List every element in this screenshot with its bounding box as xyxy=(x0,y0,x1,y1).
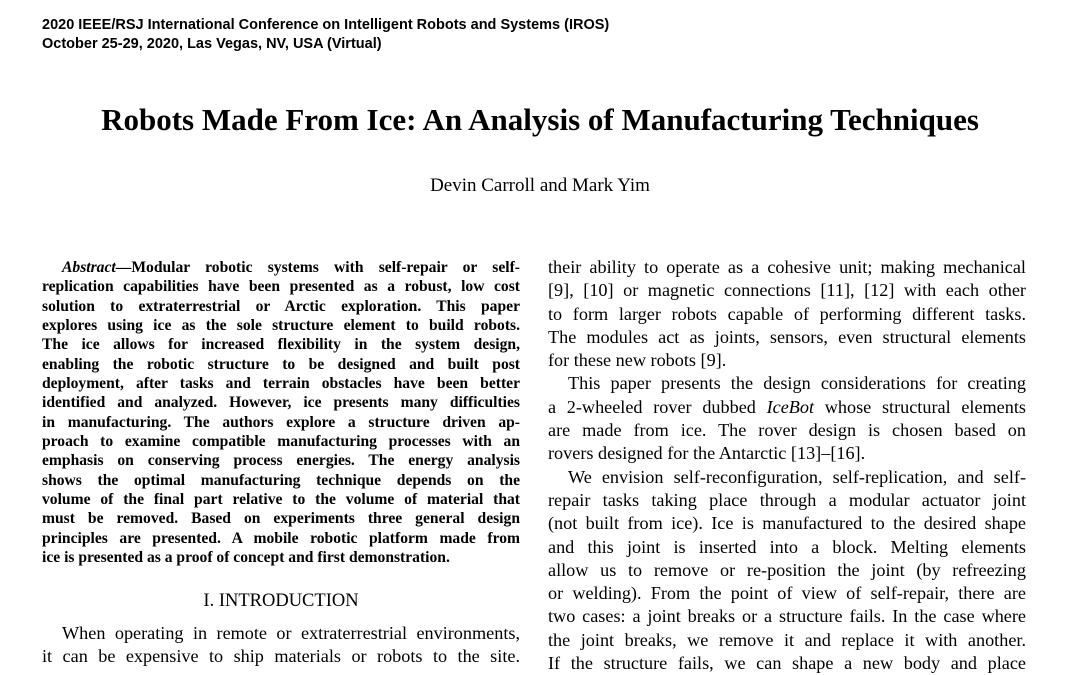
paragraph-line: The modules act as joints, sensors, even structural elements xyxy=(548,326,1026,347)
abstract-line: in manufacturing. The authors explore a structure driven ap- xyxy=(42,413,520,431)
abstract-line: solution to extraterrestrial or Arctic exploration. This paper xyxy=(42,297,520,315)
paragraph-line: repair tasks taking place through a modular actuator joint xyxy=(548,489,1026,510)
paragraph-line: rovers designed for the Antarctic [13]–[16]. xyxy=(548,443,866,464)
paragraph-line: If the structure fails, we can shape a new body and place xyxy=(548,653,1026,674)
abstract xyxy=(42,258,520,568)
conference-name: 2020 IEEE/RSJ International Conference on Intelligent Robots and Systems (IROS) xyxy=(42,17,610,33)
abstract-line: proach to examine compatible manufacturing processes with an xyxy=(42,433,520,451)
paragraph-line: two cases: a joint breaks or a structure fails. In the case where xyxy=(548,606,1026,627)
abstract-line: enabling the robotic structure to be designed and built post xyxy=(42,355,520,373)
paragraph-line: it can be expensive to ship materials or robots to the site. xyxy=(42,645,520,666)
paragraph-line: their ability to operate as a cohesive unit; making mechanical xyxy=(548,257,1026,277)
abstract-line: explores using ice as the sole structure element to build robots. xyxy=(42,317,520,335)
paragraph-line: to form larger robots capable of performing different tasks. xyxy=(548,303,1026,324)
abstract-line: volume of the final part relative to the volume of material that xyxy=(42,491,520,509)
abstract-line: must be removed. Based on experiments three general design xyxy=(42,510,520,528)
abstract-line: shows the optimal manufacturing technique depends on the xyxy=(42,471,520,489)
paragraph-line: or welding). From the point of view of self-repair, there are xyxy=(548,583,1026,604)
robot-name: IceBot xyxy=(766,396,815,417)
paragraph-line: [9], [10] or magnetic connections [11], [12] with each other xyxy=(548,280,1026,301)
paragraph-line: a 2-wheeled rover dubbed IceBot whose structural elements xyxy=(548,396,1026,417)
conference-header xyxy=(42,16,609,54)
paragraph-line: We envision self-reconfiguration, self-replication, and self- xyxy=(568,466,1026,487)
paragraph-line: are made from ice. The rover design is chosen based on xyxy=(548,420,1026,441)
right-column xyxy=(548,256,1026,675)
paragraph-line: the joint breaks, we remove it and replace it with another. xyxy=(548,629,1026,650)
paragraph-line: (not built from ice). Ice is manufactured to the desired shape xyxy=(548,513,1026,534)
abstract-line: replication capabilities have been presented as a robust, low cost xyxy=(42,278,520,296)
paragraph-line: for these new robots [9]. xyxy=(548,350,727,371)
left-column xyxy=(42,258,520,668)
abstract-line: identified and analyzed. However, ice presents many difficulties xyxy=(42,394,520,412)
paragraph-line: When operating in remote or extraterrestrial environments, xyxy=(62,622,520,643)
abstract-line: principles are presented. A mobile robotic platform made from xyxy=(42,529,520,547)
paper-title: Robots Made From Ice: An Analysis of Manufacturing Techniques xyxy=(101,102,979,137)
abstract-line: The ice allows for increased flexibility in the system design, xyxy=(42,336,520,354)
paragraph-line: allow us to remove or re-position the joint (by refreezing xyxy=(548,559,1026,580)
abstract-line: emphasis on conserving process energies. The energy analysis xyxy=(42,452,520,470)
paragraph-line: and this joint is inserted into a block. Melting elements xyxy=(548,536,1026,557)
abstract-label: Abstract xyxy=(62,259,116,276)
abstract-line: Abstract—Modular robotic systems with self-repair or self- xyxy=(62,259,520,276)
paragraph-line: This paper presents the design considerations for creating xyxy=(568,373,1026,394)
abstract-line: ice is presented as a proof of concept and first demonstration. xyxy=(42,549,450,567)
abstract-line: deployment, after tasks and terrain obstacles have been better xyxy=(42,375,520,393)
conference-dates: October 25-29, 2020, Las Vegas, NV, USA (Virtual) xyxy=(42,36,382,52)
section-heading-introduction: I. INTRODUCTION xyxy=(203,590,359,611)
paper-authors: Devin Carroll and Mark Yim xyxy=(430,175,650,196)
introduction-text xyxy=(42,622,520,669)
